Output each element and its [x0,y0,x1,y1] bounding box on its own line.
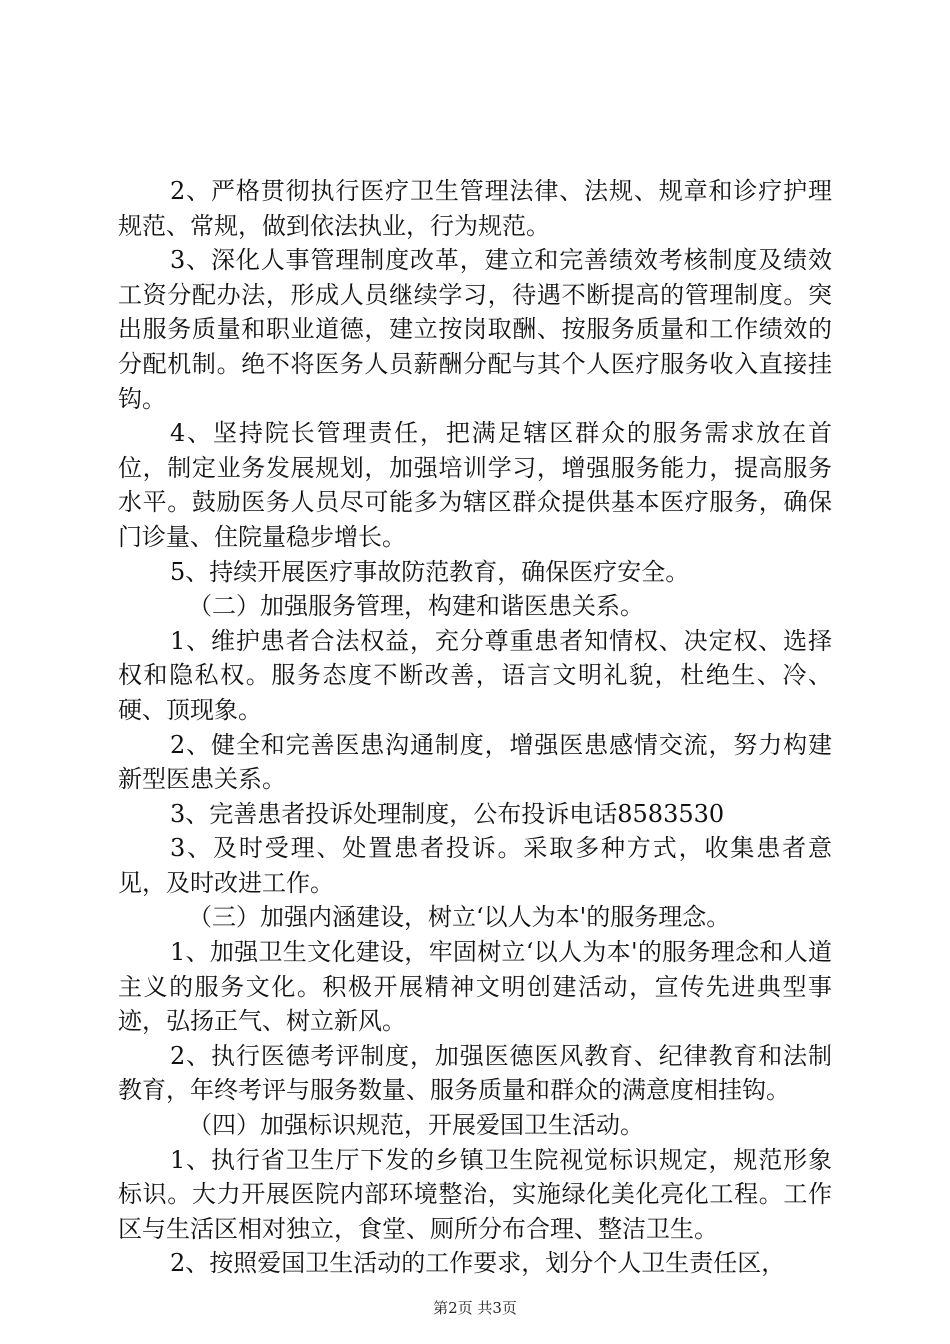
paragraph-ethics-evaluation: 2、执行医德考评制度，加强医德医风教育、纪律教育和法制教育，年终考评与服务数量、服务质量和群众的满意度相挂钩。 [118,1041,832,1105]
paragraph-2-regulations: 2、严格贯彻执行医疗卫生管理法律、法规、规章和诊疗护理规范、常规，做到依法执业，行为规范。 [118,177,832,240]
paragraph-patient-rights: 1、维护患者合法权益，充分尊重患者知情权、决定权、选择权和隐私权。服务态度不断改善，语言文明礼貌，杜绝生、冷、硬、顶现象。 [118,626,832,724]
paragraph-culture: 1、加强卫生文化建设，牢固树立‘以人为本'的服务理念和人道主义的服务文化。积极开展精神文明创建活动，宣传先进典型事迹，弘扬正气、树立新风。 [118,938,832,1036]
paragraph-complaint-handling: 3、及时受理、处置患者投诉。采取多种方式，收集患者意见，及时改进工作。 [118,834,832,897]
paragraph-4-director-responsibility: 4、坚持院长管理责任，把满足辖区群众的服务需求放在首位，制定业务发展规划，加强培训学习，增强服务能力，提高服务水平。鼓励医务人员尽可能多为辖区群众提供基本医疗服务，确保门诊量、住院量稳步增长。 [118,419,832,551]
paragraph-visual-identity: 1、执行省卫生厅下发的乡镇卫生院视觉标识规定，规范形象标识。大力开展医院内部环境整治，实施绿化美化亮化工程。工作区与生活区相对独立，食堂、厕所分布合理、整洁卫生。 [118,1145,832,1243]
section-heading-2: （二）加强服务管理，构建和谐医患关系。 [188,592,644,621]
paragraph-5-accident-prevention: 5、持续开展医疗事故防范教育，确保医疗安全。 [170,557,690,586]
paragraph-communication: 2、健全和完善医患沟通制度，增强医患感情交流，努力构建新型医患关系。 [118,730,832,794]
section-heading-4: （四）加强标识规范，开展爱国卫生活动。 [188,1111,644,1140]
section-heading-3: （三）加强内涵建设，树立‘以人为本'的服务理念。 [188,903,731,932]
page-number: 第2页 共3页 [433,1299,517,1317]
paragraph-hygiene-zones: 2、按照爱国卫生活动的工作要求，划分个人卫生责任区， [170,1249,786,1278]
document-body [118,174,832,1281]
paragraph-3-personnel-reform: 3、深化人事管理制度改革，建立和完善绩效考核制度及绩效工资分配办法，形成人员继续学习，待遇不断提高的管理制度。突出服务质量和职业道德，建立按岗取酬、按服务质量和工作绩效的分配机制。绝不将医务人员薪酬分配与其个人医疗服务收入直接挂钩。 [118,246,832,413]
paragraph-complaint-phone: 3、完善患者投诉处理制度，公布投诉电话8583530 [170,799,725,828]
